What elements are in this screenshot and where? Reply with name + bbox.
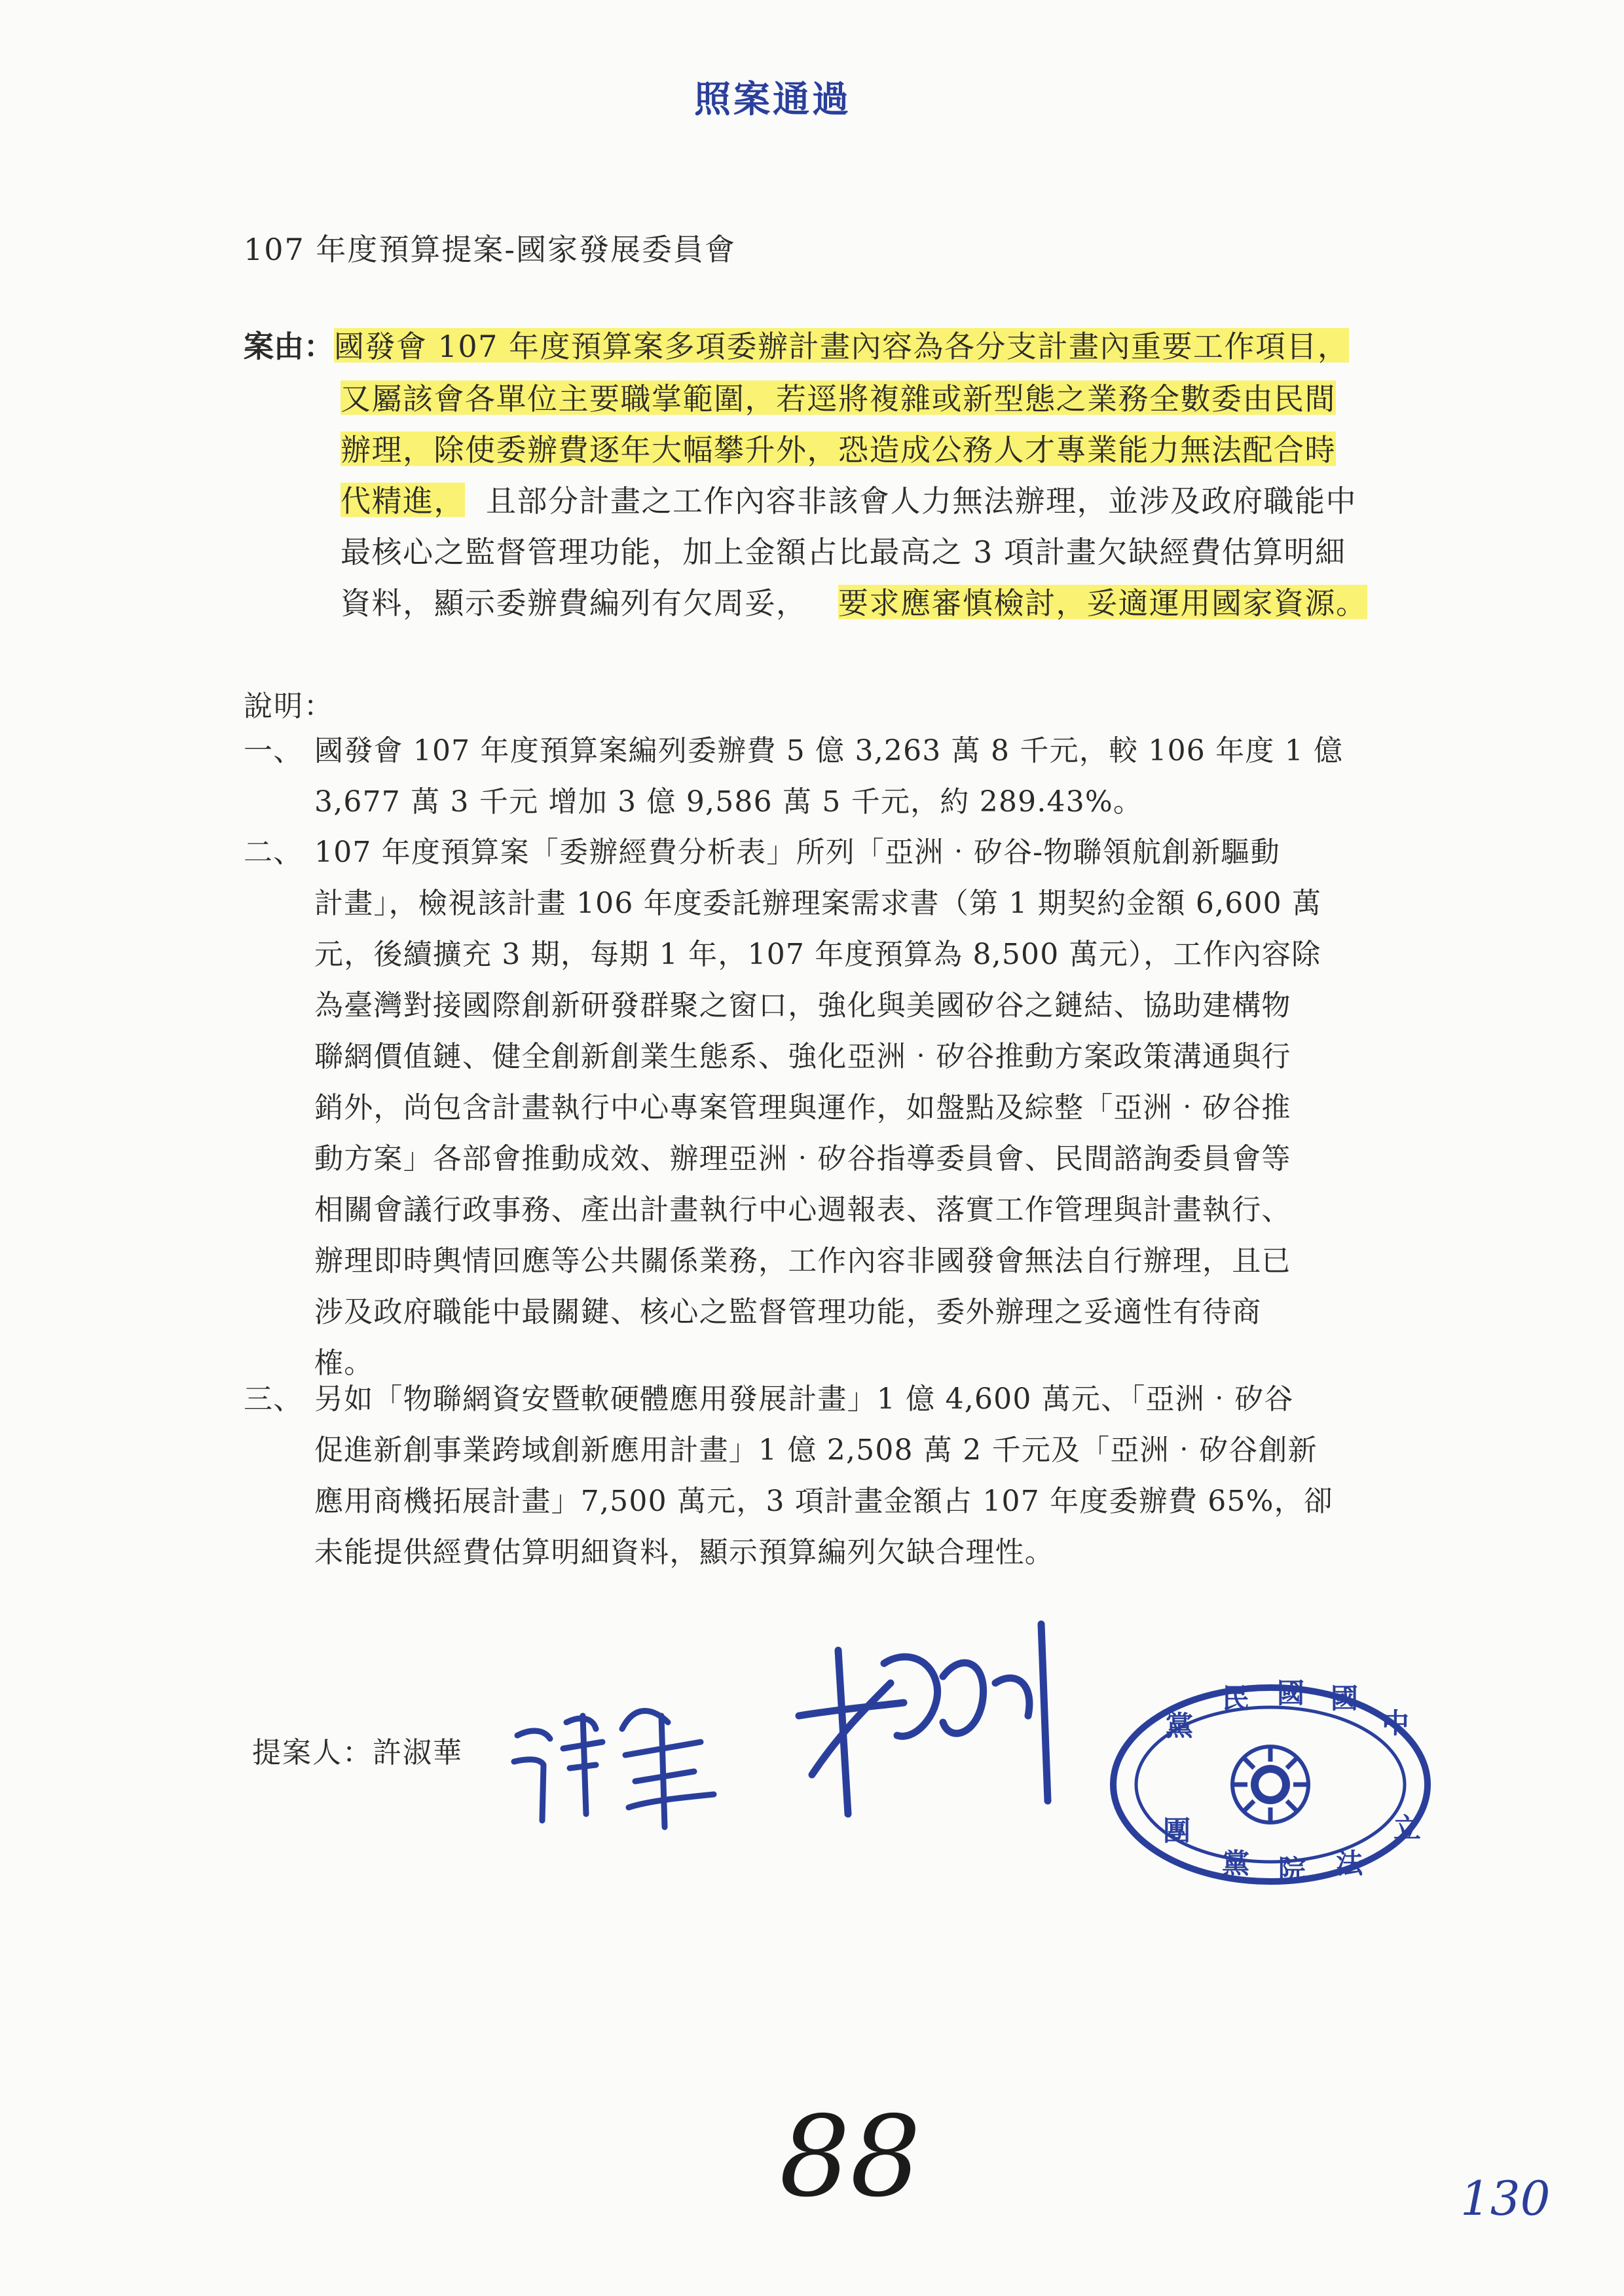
item-line: 辦理即時輿情回應等公共關係業務，工作內容非國發會無法自行辦理，且已: [314, 1244, 1291, 1278]
item-line: 促進新創事業跨域創新應用計畫」1 億 2,508 萬 2 千元及「亞洲‧矽谷創新: [314, 1434, 1318, 1467]
seal-char: 民: [1222, 1682, 1250, 1714]
item-line: 國發會 107 年度預算案編列委辦費 5 億 3,263 萬 8 千元，較 106 年度 1 億: [314, 734, 1344, 768]
item-line: 相關會議行政事務、產出計畫執行中心週報表、落實工作管理與計畫執行、: [314, 1193, 1291, 1227]
party-seal: [1100, 1676, 1441, 1893]
seal-char: 國: [1277, 1677, 1305, 1709]
seal-char: 黨: [1222, 1847, 1250, 1879]
item-line: 榷。: [314, 1346, 374, 1380]
seal-char: 中: [1382, 1707, 1410, 1739]
item-marker: 三、: [244, 1382, 303, 1416]
case-line-2: 又屬該會各單位主要職掌範圍，若逕將複雜或新型態之業務全數委由民間: [341, 375, 1336, 418]
seal-char: 立: [1393, 1812, 1422, 1844]
page-number-handwritten: 88: [779, 2092, 921, 2222]
item-marker: 二、: [244, 836, 303, 869]
case-line-4a: 代精進，: [341, 477, 465, 521]
case-line-1: 國發會 107 年度預算案多項委辦計畫內容為各分支計畫內重要工作項目，: [334, 323, 1349, 366]
seal-char: 國: [1331, 1682, 1359, 1714]
seal-char: 團: [1163, 1815, 1191, 1847]
item-line: 聯網價值鏈、健全創新創業生態系、強化亞洲‧矽谷推動方案政策溝通與行: [314, 1040, 1291, 1073]
item-line: 未能提供經費估算明細資料，顯示預算編列欠缺合理性。: [314, 1536, 1054, 1569]
seal-char: 法: [1336, 1847, 1364, 1879]
case-line-3: 辦理，除使委辦費逐年大幅攀升外，恐造成公務人才專業能力無法配合時: [341, 426, 1336, 470]
document-title: 107 年度預算提案-國家發展委員會: [244, 232, 736, 267]
case-line-6a: 資料，顯示委辦費編列有欠周妥，: [341, 585, 807, 621]
case-line-5: 最核心之監督管理功能，加上金額占比最高之 3 項計畫欠缺經費估算明細: [341, 534, 1346, 570]
item-line: 另如「物聯網資安暨軟硬體應用發展計畫」1 億 4,600 萬元、「亞洲‧矽谷: [314, 1382, 1294, 1416]
approved-stamp: 照案通過: [694, 78, 851, 121]
item-line: 元，後續擴充 3 期，每期 1 年，107 年度預算為 8,500 萬元），工作內容除: [314, 938, 1321, 971]
signature-1: [504, 1676, 740, 1834]
seal-char: 黨: [1166, 1710, 1194, 1742]
item-line: 動方案」各部會推動成效、辦理亞洲‧矽谷指導委員會、民間諮詢委員會等: [314, 1142, 1291, 1176]
item-marker: 一、: [244, 734, 303, 768]
item-line: 應用商機拓展計畫」7,500 萬元，3 項計畫金額占 107 年度委辦費 65%，卻: [314, 1485, 1334, 1518]
case-line-6b: 要求應審慎檢討，妥適運用國家資源。: [838, 580, 1367, 623]
item-line: 為臺灣對接國際創新研發群聚之窗口，強化與美國矽谷之鏈結、協助建構物: [314, 989, 1291, 1022]
item-line: 涉及政府職能中最關鍵、核心之監督管理功能，委外辦理之妥適性有待商: [314, 1295, 1262, 1329]
item-line: 銷外，尚包含計畫執行中心專案管理與運作，如盤點及綜整「亞洲‧矽谷推: [314, 1091, 1291, 1124]
proposer-label: 提案人：許淑華: [252, 1736, 463, 1769]
page-number-secondary: 130: [1460, 2171, 1551, 2226]
item-line: 107 年度預算案「委辦經費分析表」所列「亞洲‧矽谷-物聯領航創新驅動: [314, 836, 1280, 869]
case-label: 案由：: [244, 329, 334, 364]
item-line: 計畫」，檢視該計畫 106 年度委託辦理案需求書（第 1 期契約金額 6,600 萬: [314, 887, 1322, 920]
case-line-4b: 且部分計畫之工作內容非該會人力無法辦理，並涉及政府職能中: [486, 483, 1357, 519]
item-line: 3,677 萬 3 千元 增加 3 億 9,586 萬 5 千元，約 289.43%。: [314, 785, 1143, 819]
explanation-label: 說明：: [244, 690, 334, 723]
signature-2: [786, 1611, 1074, 1827]
seal-char: 院: [1278, 1854, 1306, 1886]
